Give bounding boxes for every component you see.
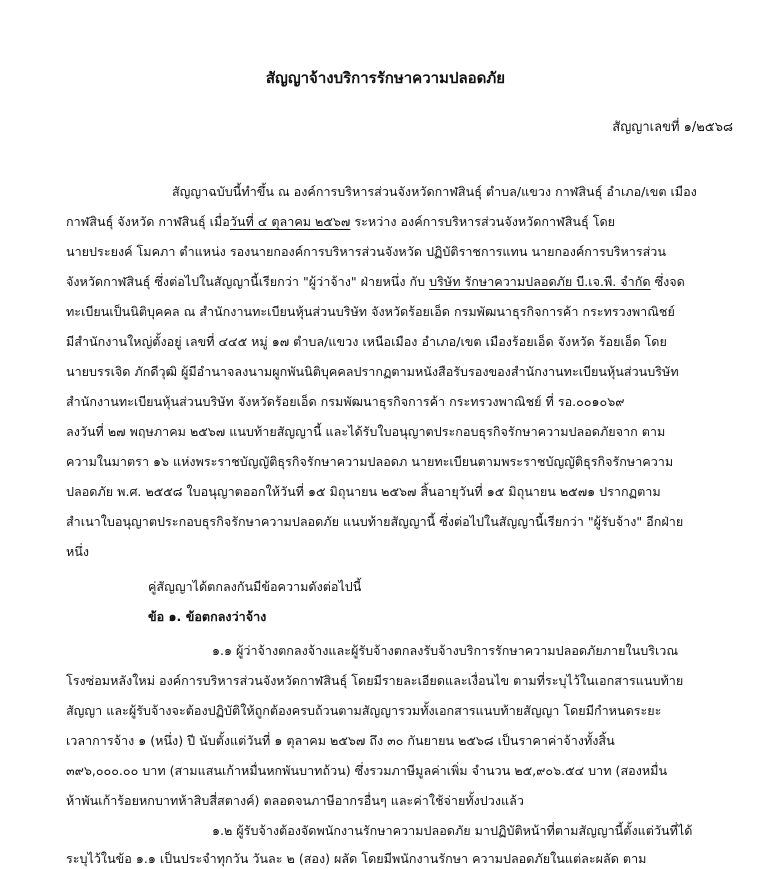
paragraph-line: [66, 272, 746, 292]
document-title: สัญญาจ้างบริการรักษาความปลอดภัย: [265, 69, 506, 87]
paragraph-line: [66, 212, 746, 232]
paragraph-line: สัญญาฉบับนี้ทำขึ้น ณ องค์การบริหารส่วนจังหวัดกาฬสินธุ์ ตำบล/แขวง กาฬสินธุ์ อำเภอ/เขต เมือง: [172, 184, 697, 199]
clause-line: ระบุไว้ในข้อ ๑.๑ เป็นประจำทุกวัน วันละ ๒ (สอง) ผลัด โดยมีพนักงานรักษา ความปลอดภัยในแต่ละผลัด ตาม: [66, 851, 647, 866]
agreement-line: คู่สัญญาได้ตกลงกันมีข้อความดังต่อไปนี้: [148, 579, 362, 594]
clause-heading: ข้อ ๑. ข้อตกลงว่าจ้าง: [148, 609, 267, 624]
paragraph-text: จังหวัดกาฬสินธุ์ ซึ่งต่อไปในสัญญานี้เรียกว่า "ผู้ว่าจ้าง" ฝ่ายหนึ่ง กับ: [66, 274, 430, 289]
clause-line: ห้าพันเก้าร้อยหกบาทห้าสิบสี่สตางค์) ตลอดจนภาษีอากรอื่นๆ และค่าใช้จ่ายทั้งปวงแล้ว: [66, 793, 524, 808]
paragraph-text: ซึ่งจด: [650, 274, 685, 289]
paragraph-line: ความในมาตรา ๑๖ แห่งพระราชบัญญัติธุรกิจรักษาความปลอดภ นายทะเบียนตามพระราชบัญญัติธุรกิจรักษาความ: [66, 454, 674, 469]
clause-line: สัญญา และผู้รับจ้างจะต้องปฏิบัติให้ถูกต้องครบถ้วนตามสัญญารวมทั้งเอกสารแนบท้ายสัญญา โดยมีกำหนดระยะ: [66, 703, 662, 718]
contract-date: วันที่ ๔ ตุลาคม ๒๕๖๗: [229, 214, 351, 229]
paragraph-line: นายประยงค์ โมคภา ตำแหน่ง รองนายกองค์การบริหารส่วนจังหวัด ปฏิบัติราชการแทน นายกองค์การบริหารส่วน: [66, 244, 666, 259]
paragraph-line: มีสำนักงานใหญ่ตั้งอยู่ เลขที่ ๔๔๕ หมู่ ๑๗ ตำบล/แขวง เหนือเมือง อำเภอ/เขต เมืองร้อยเอ็ด จังหวัด ร้อยเอ็ด โดย: [66, 334, 667, 349]
paragraph-line: ปลอดภัย พ.ศ. ๒๕๕๘ ใบอนุญาตออกให้วันที่ ๑๕ มิถุนายน ๒๕๖๗ สิ้นอายุวันที่ ๑๕ มิถุนายน ๒๕๗๑ ปรากฏตาม: [66, 484, 661, 499]
paragraph-line: สำนักงานทะเบียนหุ้นส่วนบริษัท จังหวัดร้อยเอ็ด กรมพัฒนาธุรกิจการค้า กระทรวงพาณิชย์ ที่ รอ.๐๐๑๐๖๙: [66, 394, 625, 409]
clause-line: โรงซ่อมหลังใหม่ องค์การบริหารส่วนจังหวัดกาฬสินธุ์ โดยมีรายละเอียดและเงื่อนไข ตามที่ระบุไว้ในเอกสารแนบท้าย: [66, 673, 684, 688]
paragraph-line: สำเนาใบอนุญาตประกอบธุรกิจรักษาความปลอดภัย แนบท้ายสัญญานี้ ซึ่งต่อไปในสัญญานี้เรียกว่า "ผู้รับจ้าง" อีกฝ่าย: [66, 514, 684, 529]
paragraph-line: นายบรรเจิด ภักดีวุฒิ ผู้มีอำนาจลงนามผูกพันนิติบุคคลปรากฏตามหนังสือรับรองของสำนักงานทะเบียนหุ้นส่วนบริษัท: [66, 364, 679, 379]
clause-line: ๑.๒ ผู้รับจ้างต้องจัดพนักงานรักษาความปลอดภัย มาปฏิบัติหน้าที่ตามสัญญานี้ตั้งแต่วันที่ได้: [212, 823, 693, 838]
paragraph-text: กาฬสินธุ์ จังหวัด กาฬสินธุ์ เมื่อ: [66, 214, 230, 229]
clause-line: ๓๙๖,๐๐๐.๐๐ บาท (สามแสนเก้าหมื่นหกพันบาทถ้วน) ซึ่งรวมภาษีมูลค่าเพิ่ม จำนวน ๒๕,๙๐๖.๕๔ บาท (สองหมื่น: [66, 763, 668, 778]
contractor-company-name: บริษัท รักษาความปลอดภัย บี.เจ.พี. จำกัด: [429, 274, 651, 289]
paragraph-line: ลงวันที่ ๒๗ พฤษภาคม ๒๕๖๗ แนบท้ายสัญญานี้ และได้รับใบอนุญาตประกอบธุรกิจรักษาความปลอดภัยจาก ตาม: [66, 424, 666, 439]
clause-line: เวลาการจ้าง ๑ (หนึ่ง) ปี นับตั้งแต่วันที่ ๑ ตุลาคม ๒๕๖๗ ถึง ๓๐ กันยายน ๒๕๖๘ เป็นราคาค่าจ้างทั้งสิ้น: [66, 733, 615, 748]
paragraph-text: ระหว่าง องค์การบริหารส่วนจังหวัดกาฬสินธุ์ โดย: [350, 214, 616, 229]
clause-line: ๑.๑ ผู้ว่าจ้างตกลงจ้างและผู้รับจ้างตกลงรับจ้างบริการรักษาความปลอดภัยภายในบริเวณ: [212, 643, 679, 658]
paragraph-line: ทะเบียนเป็นนิติบุคคล ณ สำนักงานทะเบียนหุ้นส่วนบริษัท จังหวัดร้อยเอ็ด กรมพัฒนาธุรกิจการค้า กระทรวงพาณิชย์: [66, 304, 675, 319]
contract-number: สัญญาเลขที่ ๑/๒๕๖๘: [612, 120, 733, 135]
paragraph-line: หนึ่ง: [66, 544, 90, 559]
